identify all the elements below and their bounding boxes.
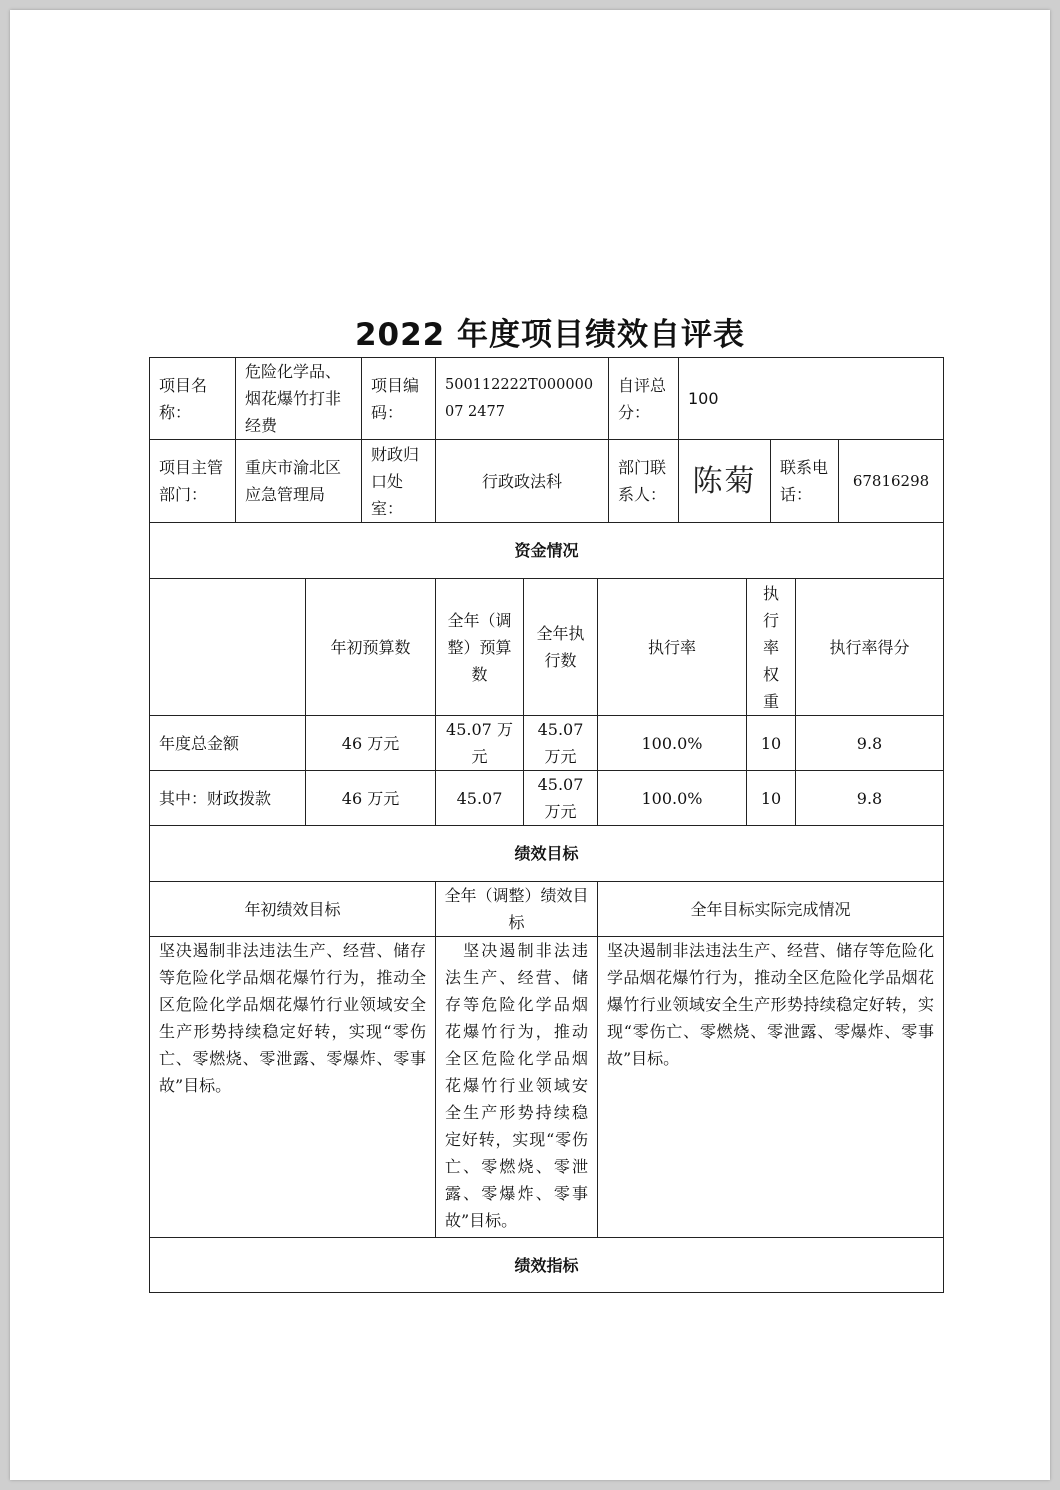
funds-row-fiscal-score: 9.8: [795, 770, 944, 826]
goals-initial-text: 坚决遏制非法违法生产、经营、储存等危险化学品烟花爆竹行为，推动全区危险化学品烟花爆竹行业领域安全生产形势持续稳定好转，实现“零伤亡、零燃烧、零泄露、零爆炸、零事故”目标。: [149, 936, 436, 1238]
funds-row-fiscal-label: 其中：财政拨款: [149, 770, 306, 826]
funds-col-exec-rate: 执行率: [597, 578, 747, 716]
goals-col-adjusted: 全年（调整）绩效目标: [435, 881, 598, 937]
funds-row-fiscal-weight: 10: [746, 770, 796, 826]
funds-col-rate-weight: 执行率权重: [746, 578, 796, 716]
goals-section-title: 绩效目标: [149, 825, 944, 882]
funds-col-rate-score: 执行率得分: [795, 578, 944, 716]
self-score-value: 100: [678, 357, 944, 440]
funds-row-fiscal-adjusted: 45.07: [435, 770, 524, 826]
funds-row-total-rate: 100.0%: [597, 715, 747, 771]
funds-header-empty: [149, 578, 306, 716]
dept-value: 重庆市渝北区应急管理局: [235, 439, 362, 523]
funds-row-fiscal-executed: 45.07 万元: [523, 770, 598, 826]
self-score-label: 自评总分：: [608, 357, 679, 440]
goals-col-initial: 年初绩效目标: [149, 881, 436, 937]
phone-value: 67816298: [838, 439, 944, 523]
funds-row-total-weight: 10: [746, 715, 796, 771]
funds-col-initial-budget: 年初预算数: [305, 578, 436, 716]
phone-label: 联系电话：: [770, 439, 839, 523]
document-title: 2022 年度项目绩效自评表: [354, 317, 746, 353]
project-code-value: 500112222T00000007 2477: [435, 357, 609, 440]
goals-col-actual: 全年目标实际完成情况: [597, 881, 944, 937]
contact-label: 部门联系人：: [608, 439, 679, 523]
goals-actual-text: 坚决遏制非法违法生产、经营、储存等危险化学品烟花爆竹行为，推动全区危险化学品烟花爆竹行业领域安全生产形势持续稳定好转，实现“零伤亡、零燃烧、零泄露、零爆炸、零事故”目标。: [597, 936, 944, 1238]
project-code-label: 项目编码：: [361, 357, 436, 440]
project-name-value: 危险化学品、烟花爆竹打非经费: [235, 357, 362, 440]
funds-col-executed: 全年执行数: [523, 578, 598, 716]
funds-col-adjusted-budget: 全年（调整）预算数: [435, 578, 524, 716]
funds-row-fiscal-initial: 46 万元: [305, 770, 436, 826]
funds-row-total-score: 9.8: [795, 715, 944, 771]
funds-row-total-adjusted: 45.07 万元: [435, 715, 524, 771]
funds-section-title: 资金情况: [149, 522, 944, 579]
project-name-label: 项目名称：: [149, 357, 236, 440]
contact-signature: 陈菊: [678, 439, 771, 523]
finance-office-value: 行政政法科: [435, 439, 609, 523]
funds-row-total-executed: 45.07 万元: [523, 715, 598, 771]
goals-adjusted-text: 坚决遏制非法违法生产、经营、储存等危险化学品烟花爆竹行为，推动全区危险化学品烟花爆竹行业领域安全生产形势持续稳定好转，实现“零伤亡、零燃烧、零泄露、零爆炸、零事故”目标。: [435, 936, 598, 1238]
indicators-section-title: 绩效指标: [149, 1237, 944, 1293]
funds-row-fiscal-rate: 100.0%: [597, 770, 747, 826]
funds-row-total-label: 年度总金额: [149, 715, 306, 771]
finance-office-label: 财政归口处室：: [361, 439, 436, 523]
funds-row-total-initial: 46 万元: [305, 715, 436, 771]
dept-label: 项目主管部门：: [149, 439, 236, 523]
